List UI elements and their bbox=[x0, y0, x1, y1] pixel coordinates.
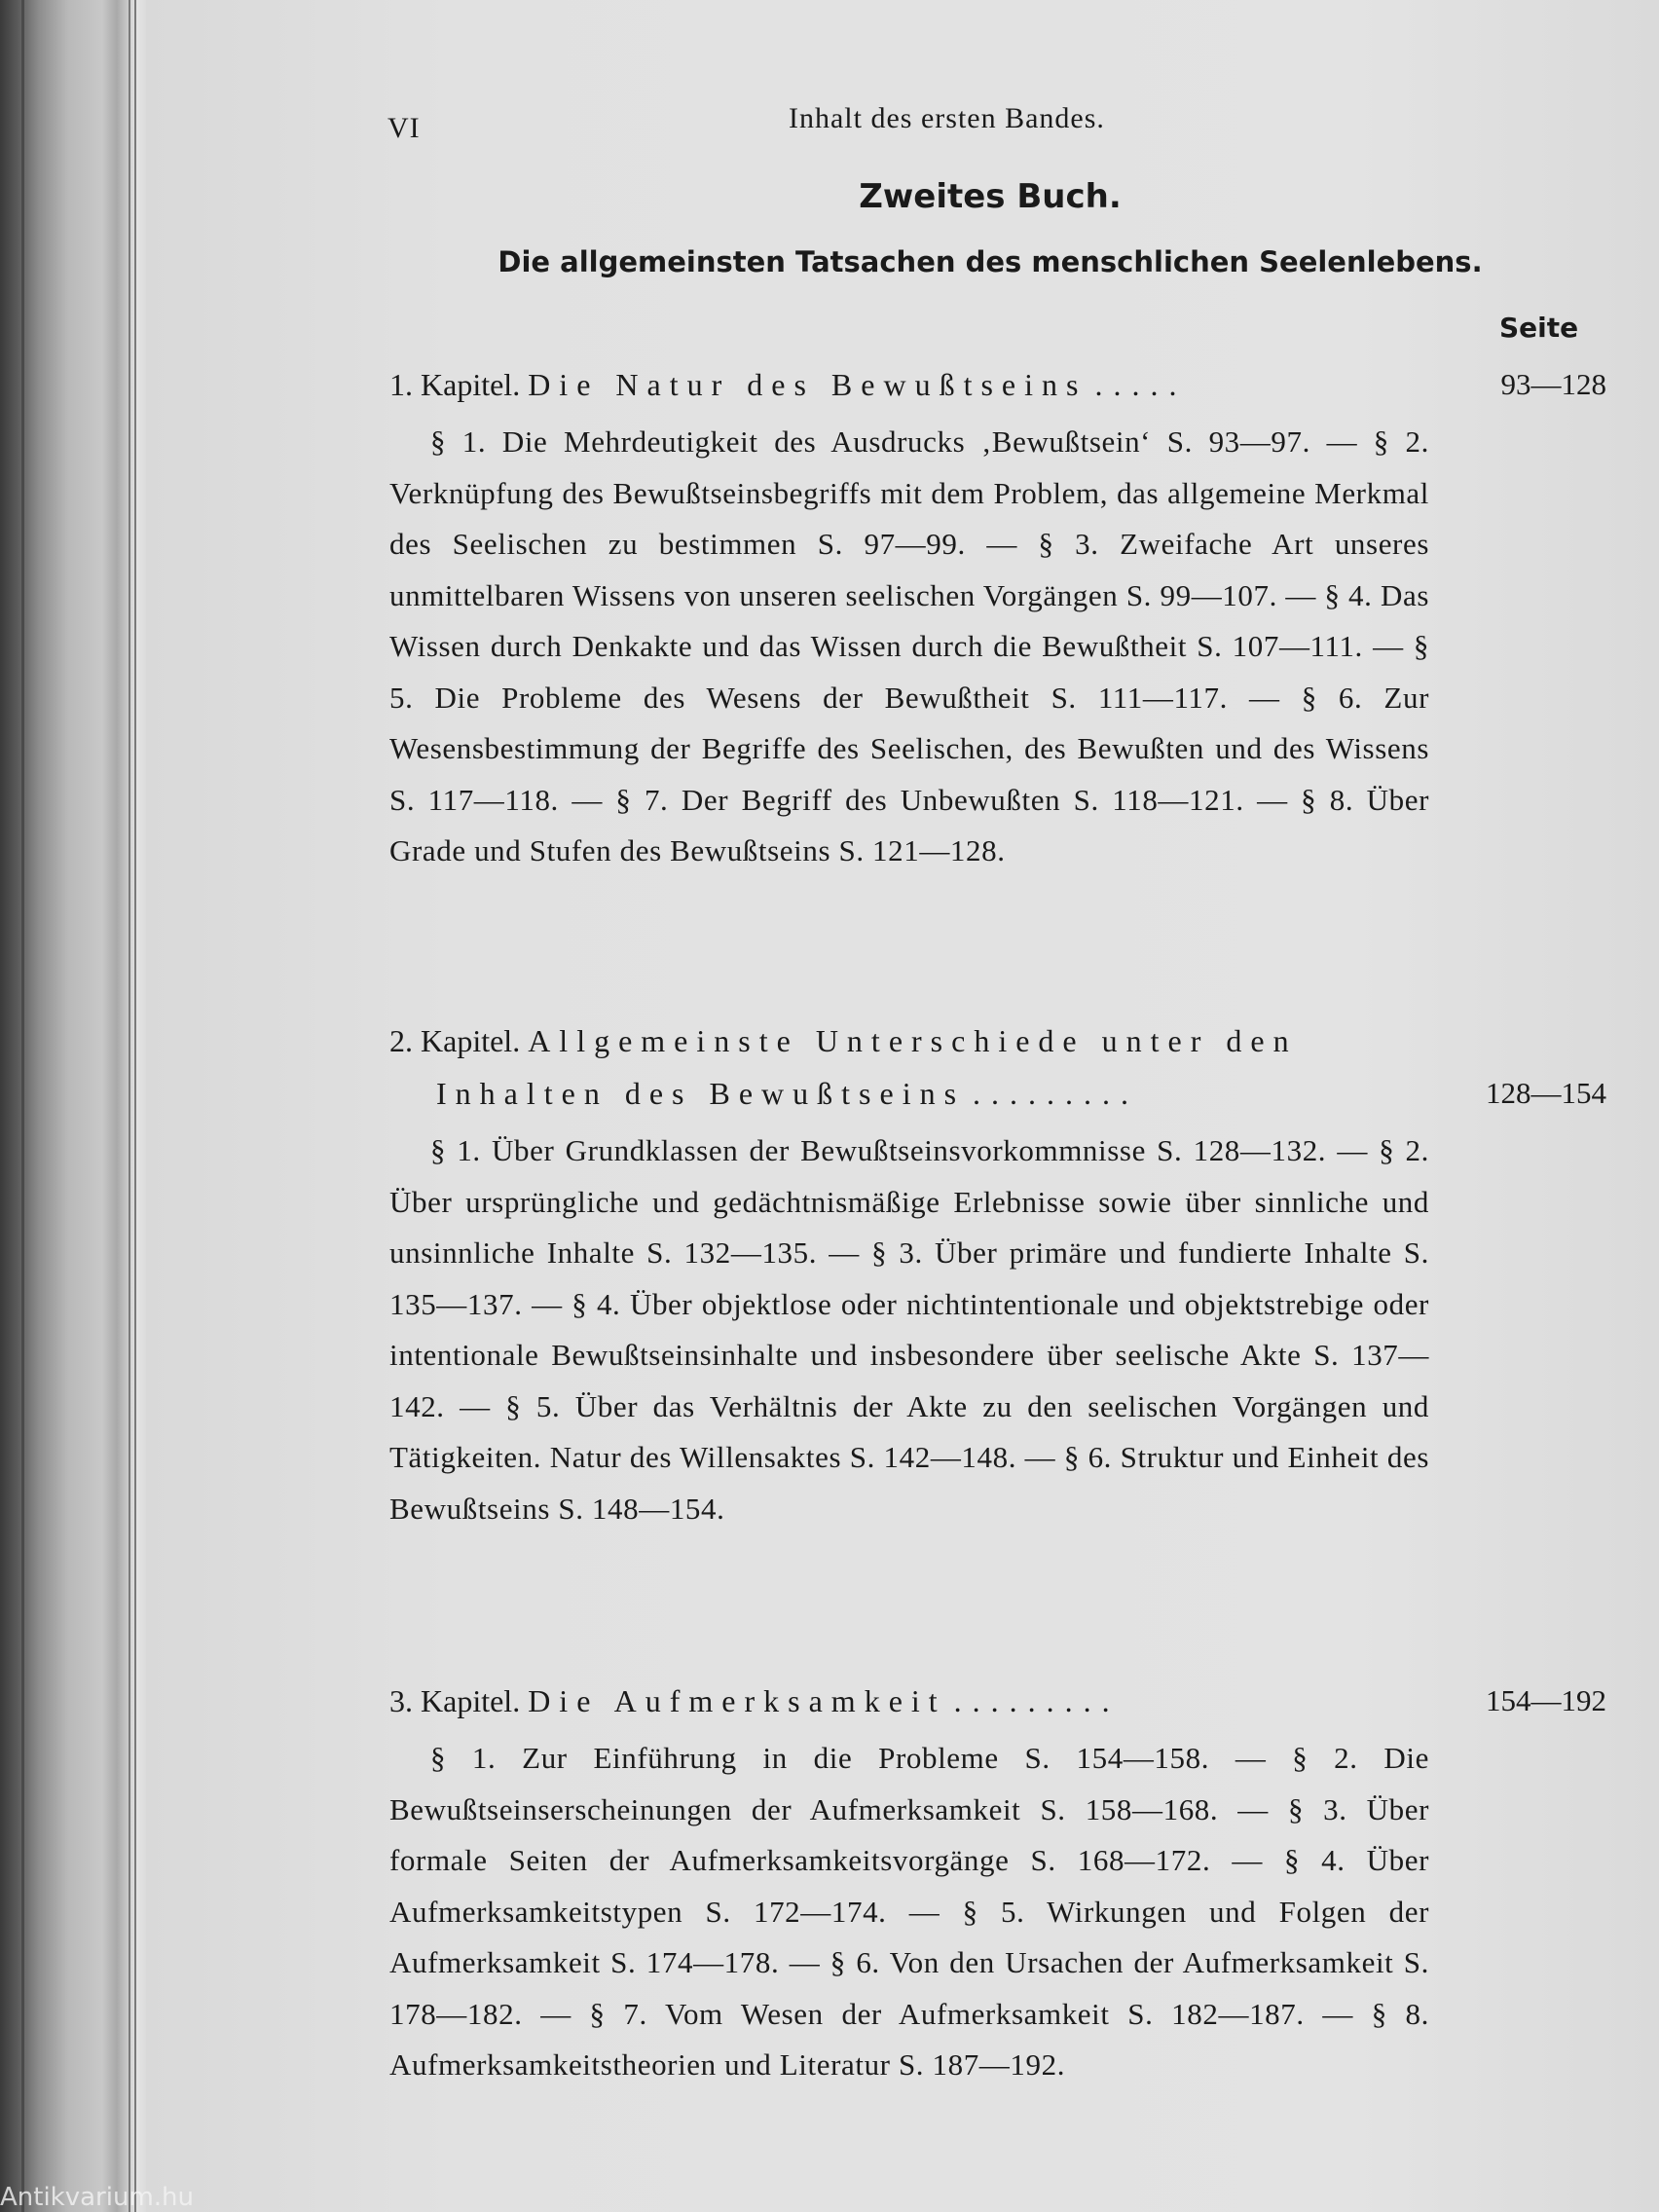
chapter-number: 2. Kapitel. bbox=[389, 1023, 521, 1058]
book-title: Zweites Buch. bbox=[859, 177, 1122, 216]
chapter-title-continued: Inhalten des Bewußtseins bbox=[436, 1076, 966, 1111]
chapter-page-range: 154—192 bbox=[1486, 1683, 1606, 1717]
binding-line bbox=[134, 0, 136, 2212]
chapter-entry bbox=[389, 358, 1606, 877]
running-head-title: Inhalt des ersten Bandes. bbox=[789, 102, 1105, 134]
chapter-heading bbox=[389, 1014, 1606, 1120]
chapter-title: Die Aufmerksamkeit bbox=[528, 1683, 946, 1718]
book-binding bbox=[0, 0, 146, 2212]
page-folio: VI bbox=[387, 112, 421, 144]
binding-line bbox=[21, 0, 24, 2212]
chapter-contents: § 1. Die Mehrdeutigkeit des Ausdrucks ‚Bewußtsein‘ S. 93—97. — § 2. Verknüpfung des Bewußtseinsbegriffs mit dem Problem, das allgemeine Merkmal des Seelischen zu bestimmen S. 97—99. — § 3. Zweifache Art unseres unmittelbaren Wissens von unseren seelischen Vorgängen S. 99—107. — § 4. Das Wissen durch Denkakte und das Wissen durch die Bewußtheit S. 107—111. — § 5. Die Probleme des Wesens der Bewußtheit S. 111—117. — § 6. Zur Wesensbestimmung der Begriffe des Seelischen, des Bewußten und des Wissens S. 117—118. — § 7. Der Begriff des Unbewußten S. 118—121. — § 8. Über Grade und Stufen des Bewußtseins S. 121—128. bbox=[389, 424, 1429, 867]
chapter-title: Die Natur des Bewußtseins bbox=[528, 367, 1088, 402]
page-column-header: Seite bbox=[1499, 312, 1579, 344]
chapter-entry bbox=[389, 1014, 1606, 1534]
leader-dots: ......... bbox=[973, 1076, 1140, 1111]
chapter-heading bbox=[389, 1675, 1606, 1727]
chapter-number: 1. Kapitel. bbox=[389, 367, 521, 402]
book-subtitle: Die allgemeinsten Tatsachen des menschlichen Seelenlebens. bbox=[498, 245, 1483, 278]
chapter-entry bbox=[389, 1675, 1606, 2091]
chapter-number: 3. Kapitel. bbox=[389, 1683, 521, 1718]
chapter-contents: § 1. Über Grundklassen der Bewußtseinsvorkommnisse S. 128—132. — § 2. Über ursprüngliche und gedächtnismäßige Erlebnisse sowie über sinnliche und unsinnliche Inhalte S. 132—135. — § 3. Über primäre und fundierte Inhalte S. 135—137. — § 4. Über objektlose oder nichtintentionale und objektstrebige oder intentionale Bewußtseinsinhalte und insbesondere über seelische Akte S. 137—142. — § 5. Über das Verhältnis der Akte zu den seelischen Vorgängen und Tätigkeiten. Natur des Willensaktes S. 142—148. — § 6. Struktur und Einheit des Bewußtseins S. 148—154. bbox=[389, 1133, 1429, 1526]
chapter-title: Allgemeinste Unterschiede unter den bbox=[528, 1023, 1298, 1058]
chapter-page-range: 128—154 bbox=[1486, 1076, 1606, 1110]
leader-dots: ..... bbox=[1094, 367, 1188, 402]
chapter-heading bbox=[389, 358, 1606, 411]
leader-dots: ......... bbox=[953, 1683, 1121, 1718]
binding-line bbox=[129, 0, 130, 2212]
chapter-contents: § 1. Zur Einführung in die Probleme S. 154—158. — § 2. Die Bewußtseinserscheinungen der Aufmerksamkeit S. 158—168. — § 3. Über formale Seiten der Aufmerksamkeitsvorgänge S. 168—172. — § 4. Über Aufmerksamkeitstypen S. 172—174. — § 5. Wirkungen und Folgen der Aufmerksamkeit S. 174—178. — § 6. Von den Ursachen der Aufmerksamkeit S. 178—182. — § 7. Vom Wesen der Aufmerksamkeit S. 182—187. — § 8. Aufmerksamkeitstheorien und Literatur S. 187—192. bbox=[389, 1741, 1429, 2082]
watermark: Antikvarium.hu bbox=[0, 2183, 194, 2212]
chapter-page-range: 93—128 bbox=[1500, 367, 1606, 401]
